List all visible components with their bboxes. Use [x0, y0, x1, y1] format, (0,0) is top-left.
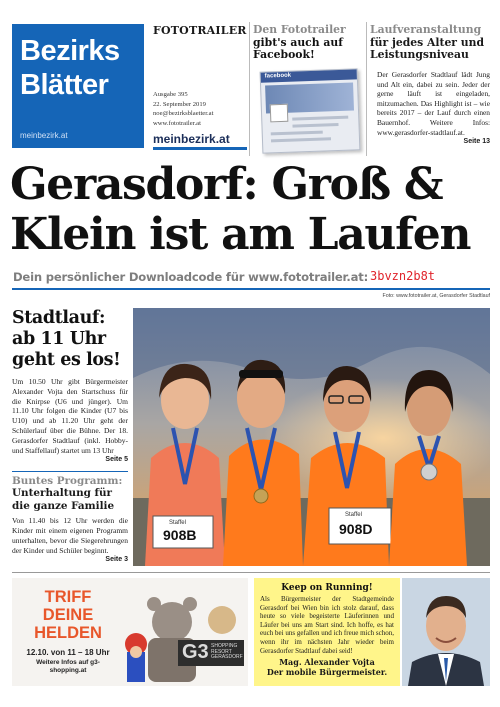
keep-on-running-box: [254, 578, 400, 686]
photo-credit: Foto: www.fototrailer.at, Gerasdorfer Stadtlauf: [382, 293, 490, 299]
g3-mark: G3: [182, 641, 209, 663]
bib-label-2: Staffel: [345, 512, 362, 518]
stadtlauf-body: [12, 377, 128, 465]
facebook-teaser-title: [253, 24, 364, 62]
laufveranstaltung-headline: für jedes Alter und Leistungsniveau: [370, 35, 485, 61]
runners-illustration: [133, 308, 490, 566]
facebook-teaser[interactable]: [253, 24, 364, 154]
facebook-text-line: [271, 137, 331, 142]
g3-small-text: SHOPPING RESORT GERASDORF: [211, 643, 243, 661]
bib-number-1: 908B: [163, 527, 197, 543]
issue-meta: [153, 90, 213, 128]
bib-number-2: 908D: [339, 521, 373, 537]
programm-body: [12, 516, 128, 565]
main-headline: [10, 160, 492, 260]
laufveranstaltung-page-ref[interactable]: Seite 13: [463, 138, 490, 146]
ad-mascots-illustration: [118, 582, 246, 686]
bottom-rule: [12, 572, 490, 573]
ad-date: 12.10. von 11 – 18 Uhr: [26, 648, 110, 657]
left-column: [12, 308, 128, 565]
facebook-text-line: [292, 116, 348, 121]
programm-page-ref[interactable]: Seite 3: [105, 556, 128, 564]
facebook-bar: [261, 69, 357, 82]
issue-date: 22. September 2019: [153, 100, 206, 108]
ad-info[interactable]: Weitere Infos auf g3-shopping.at: [36, 659, 100, 674]
facebook-teaser-headline: gibt's auch auf Facebook!: [253, 35, 343, 61]
mayor-portrait-illustration: [402, 578, 490, 686]
download-code-label: Dein persönlicher Downloadcode für www.fototrailer.at:: [13, 270, 369, 284]
facebook-text-line: [271, 131, 323, 136]
keep-on-running-title: Keep on Running!: [281, 583, 373, 593]
programm-title: Unterhaltung für die ganze Familie: [12, 487, 115, 512]
mayor-portrait: [402, 578, 490, 686]
laufveranstaltung-kicker: Laufveranstaltung: [370, 23, 482, 36]
mayor-role: Der mobile Bürgermeister.: [266, 667, 388, 678]
stadtlauf-page-ref[interactable]: Seite 5: [105, 456, 128, 464]
facebook-text-line: [292, 123, 338, 128]
g3-advertisement[interactable]: [12, 578, 248, 686]
facebook-teaser-kicker: Den Fototrailer: [253, 23, 346, 36]
programm-kicker: Buntes Programm:: [12, 471, 128, 487]
laufveranstaltung-teaser: [370, 24, 490, 154]
download-code[interactable]: 3bvzn2b8t: [370, 269, 436, 283]
issue-email[interactable]: noe@bezirksblaetter.at: [153, 110, 214, 117]
facebook-avatar: [270, 104, 289, 123]
headline-line-2: Klein ist am Laufen: [10, 209, 471, 260]
laufveranstaltung-body: [377, 70, 490, 147]
issue-box: [153, 24, 247, 150]
issue-number: Ausgabe 395: [153, 91, 188, 98]
runners-photo: [133, 308, 490, 566]
issue-web[interactable]: www.fototrailer.at: [153, 119, 201, 127]
stadtlauf-title: Stadtlauf: ab 11 Uhr geht es los!: [12, 308, 121, 370]
logo-subtitle: meinbezirk.at: [20, 131, 68, 140]
stadtlauf-text: Um 10.50 Uhr gibt Bürgermeister Alexander Vojta den Startschuss für die Knirpse (U6 und jünger). Um 11.10 Uhr folgen die Kinder (U7 bis U10) und ab 11.20 Uhr geht der Schülerlauf über die Bühne. Der 18. Gerasdorfer Stadtlauf (inkl. Hobby- und Staffellauf) startet um 13 Uhr: [12, 377, 128, 455]
programm-text: Von 11.40 bis 12 Uhr werden die Kinder mit einem eigenen Programm unterhalten, bevor die Siegerehrungen der Kinder und Schüler beginnt.: [12, 516, 128, 555]
facebook-wordmark: facebook: [264, 72, 292, 80]
logo-line-2: Blätter: [20, 69, 109, 101]
mayor-name: Mag. Alexander Vojta: [279, 657, 375, 668]
laufveranstaltung-text: Der Gerasdorfer Stadtlauf lädt Jung und Alt ein, dabei zu sein. Jeder der gerne läuft ist eingeladen, mitzumachen. Das Highlight ist – wie bereits 2017 – der Lauf durch einen Bauernhof. Weitere Infos: www.gerasdorfer-stadtlauf.at.: [377, 70, 490, 137]
ad-headline: TRIFF DEINE HELDEN: [34, 588, 102, 642]
logo-line-1: Bezirks: [20, 35, 120, 67]
logo-wordmark: [20, 34, 120, 102]
bezirksblaetter-logo[interactable]: [12, 24, 144, 148]
column-divider: [249, 22, 250, 156]
bib-label-1: Staffel: [169, 520, 186, 526]
laufveranstaltung-title: [370, 24, 490, 62]
column-divider: [366, 22, 367, 156]
section-title: FOTOTRAILER: [153, 24, 247, 37]
facebook-screenshot: [260, 68, 361, 153]
headline-line-1: Gerasdorf: Groß &: [10, 159, 443, 210]
headline-rule: [12, 288, 490, 290]
keep-on-running-body: Als Bürgermeister der Stadtgemeinde Gerasdorf bei Wien bin ich stolz darauf, dass heute so viele begeisterte Läuferinnen und Läufer bei uns am Start sind. Ich hoffe, es hat euch bei uns gefallen und ich freue mich schon, wenn ihr im nächsten Jahr wieder beim Gerasdorfer Stadtlauf dabei seid!: [260, 595, 394, 655]
brand-url[interactable]: meinbezirk.at: [153, 132, 247, 150]
g3-logo[interactable]: [178, 640, 244, 666]
